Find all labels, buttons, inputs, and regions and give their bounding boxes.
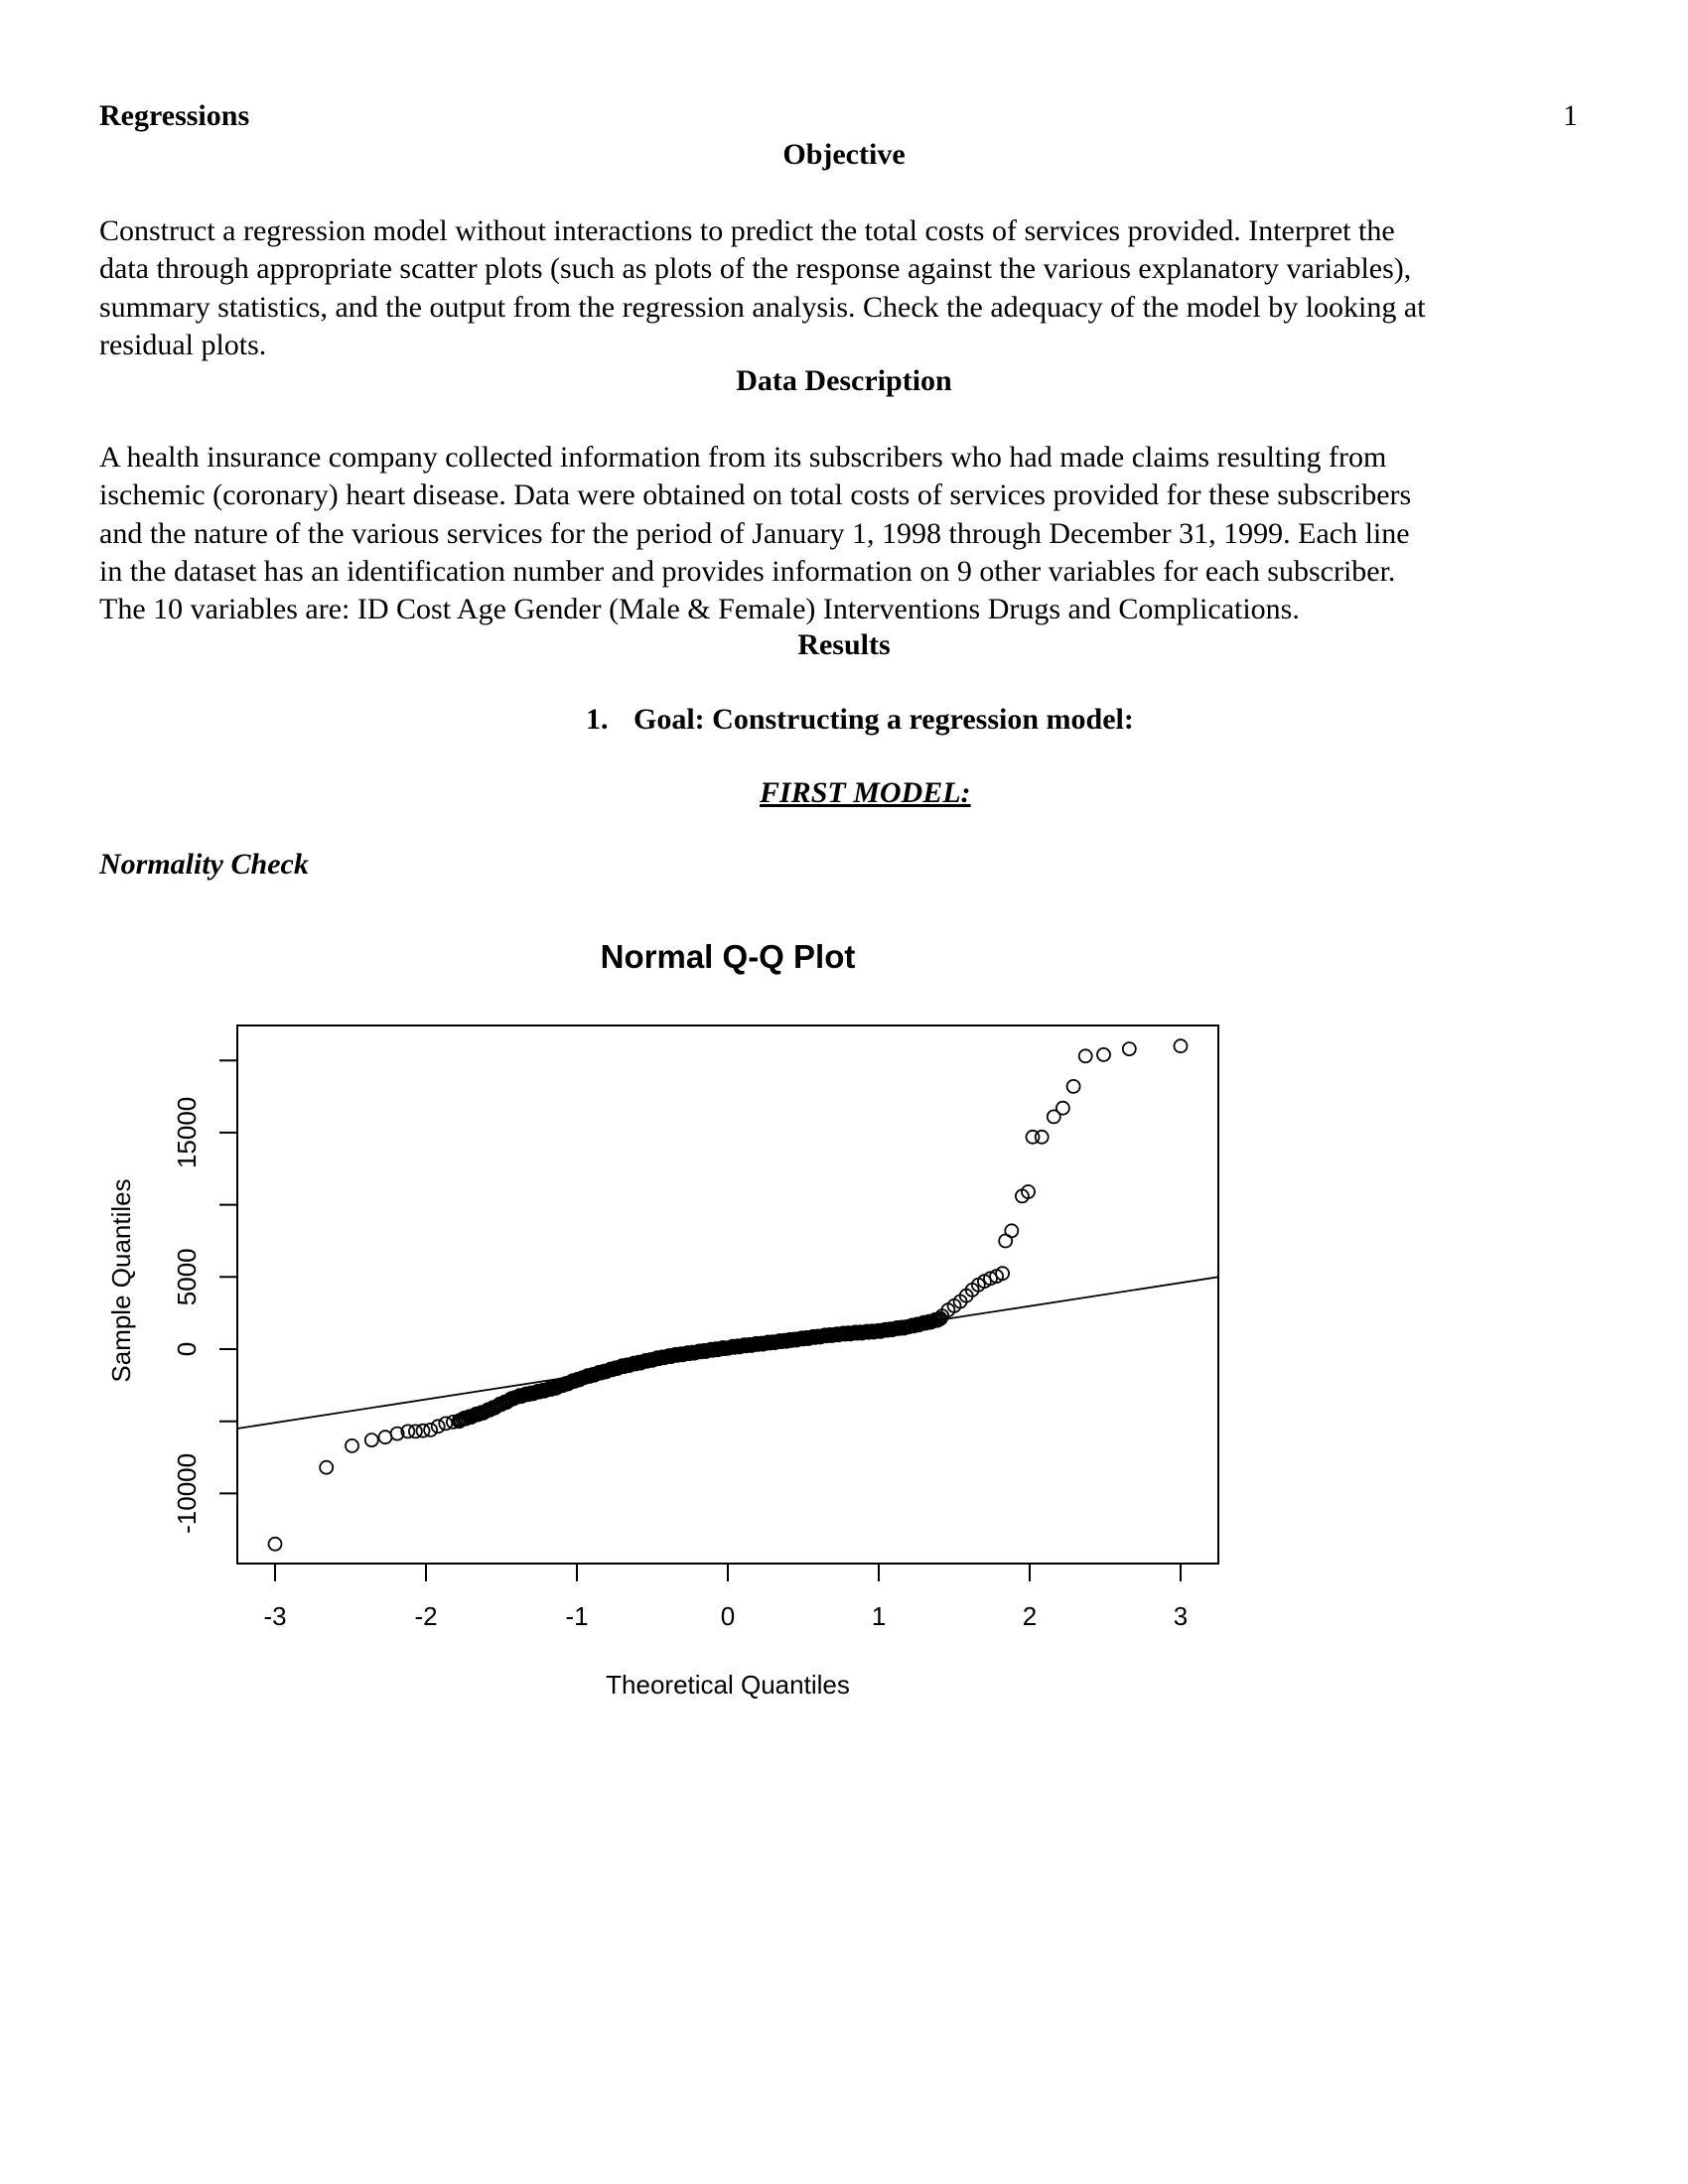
- x-tick-label: 1: [871, 1601, 887, 1631]
- goal-text: Goal: Constructing a regression model:: [633, 703, 1134, 736]
- y-tick-label: 0: [172, 1341, 202, 1357]
- y-tick-label: -10000: [172, 1452, 202, 1534]
- paragraph-line: and the nature of the various services for the period of January 1, 1998 through December 31, 1999. Each line: [99, 516, 1410, 550]
- data-point: [1079, 1049, 1092, 1062]
- x-tick-label: 0: [720, 1601, 736, 1631]
- paragraph-line: Construct a regression model without interactions to predict the total costs of services provided. Interpret the: [99, 214, 1395, 247]
- data-point: [269, 1538, 282, 1551]
- x-tick-label: -1: [565, 1601, 589, 1631]
- paragraph-line: ischemic (coronary) heart disease. Data were obtained on total costs of services provided for these subscribers: [99, 478, 1412, 512]
- data-point: [320, 1461, 333, 1474]
- data-point: [1036, 1131, 1049, 1144]
- data-point: [424, 1424, 437, 1436]
- x-axis-label: Theoretical Quantiles: [606, 1670, 850, 1700]
- running-head: Regressions: [99, 99, 250, 132]
- data-point: [1097, 1048, 1110, 1061]
- data-point: [346, 1439, 358, 1452]
- plot-frame: [237, 1025, 1218, 1564]
- data-point: [1175, 1039, 1188, 1052]
- paragraph-line: data through appropriate scatter plots (such as plots of the response against the various explanatory variables),: [99, 252, 1412, 286]
- y-tick-label: 5000: [172, 1248, 202, 1306]
- x-tick-label: 3: [1173, 1601, 1189, 1631]
- x-tick-label: 2: [1022, 1601, 1038, 1631]
- x-axis: [263, 1564, 1188, 1631]
- data-point: [379, 1431, 392, 1443]
- x-tick-label: -2: [414, 1601, 438, 1631]
- data-description-heading: Data Description: [736, 364, 952, 397]
- data-point: [1123, 1042, 1136, 1055]
- data-point: [432, 1420, 445, 1433]
- objective-heading: Objective: [782, 138, 906, 171]
- y-axis-label: Sample Quantiles: [106, 1178, 136, 1383]
- x-tick-label: -3: [263, 1601, 287, 1631]
- data-points: [269, 1039, 1188, 1551]
- paragraph-line: A health insurance company collected information from its subscribers who had made claims resulting from: [99, 441, 1387, 474]
- normality-check-subheading: Normality Check: [99, 848, 309, 881]
- paragraph-line: residual plots.: [99, 328, 267, 361]
- first-model-label: FIRST MODEL:: [760, 776, 971, 809]
- page-number: 1: [1563, 99, 1578, 132]
- paragraph-line: in the dataset has an identification number and provides information on 9 other variables for each subscriber.: [99, 554, 1396, 588]
- results-heading: Results: [797, 628, 891, 661]
- data-point: [1067, 1080, 1080, 1093]
- data-point: [1005, 1224, 1018, 1237]
- paragraph-line: The 10 variables are: ID Cost Age Gender (Male & Female) Interventions Drugs and Complications.: [99, 593, 1300, 626]
- data-point: [1056, 1102, 1069, 1115]
- paragraph-line: summary statistics, and the output from the regression analysis. Check the adequacy of the model by looking at: [99, 290, 1426, 324]
- y-tick-label: 15000: [172, 1096, 202, 1169]
- y-axis: [172, 1060, 237, 1534]
- chart-title: Normal Q-Q Plot: [600, 938, 856, 975]
- data-point: [365, 1433, 378, 1446]
- goal-number: 1.: [586, 703, 609, 736]
